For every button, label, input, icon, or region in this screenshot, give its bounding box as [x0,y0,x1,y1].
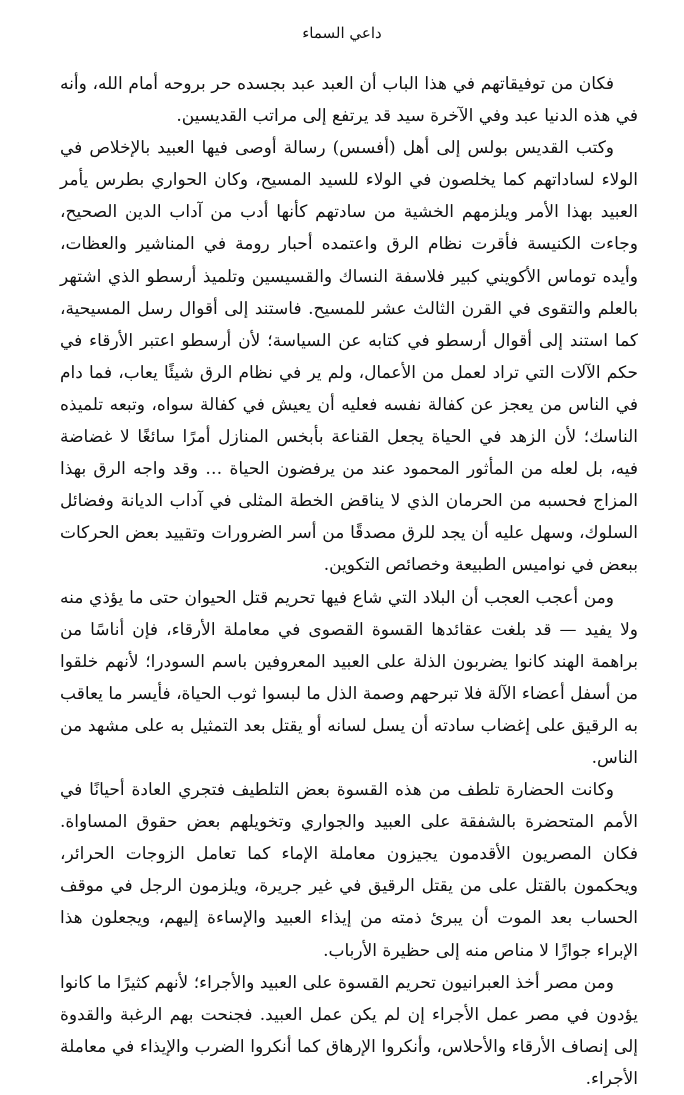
paragraph-2: وكتب القديس بولس إلى أهل (أفسس) رسالة أوصى فيها العبيد بالإخلاص في الولاء لساداتهم كما يخلصون في الولاء للسيد المسيح، وكان الحواري بطرس يأمر العبيد بهذا الأمر ويلزمهم الخشية من سادتهم كأنها أدب من آداب الدين الصحيح، وجاءت الكنيسة فأقرت نظام الرق واعتمده أحبار رومة في المناشير والعظات، وأيده توماس الأكويني كبير فلاسفة النساك والقسيسين وتلميذ أرسطو الذي اشتهر بالعلم والتقوى في القرن الثالث عشر للمسيح. فاستند إلى أقوال رسل المسيحية، كما استند إلى أقوال أرسطو في كتابه عن السياسة؛ لأن أرسطو اعتبر الأرقاء في حكم الآلات التي تراد لعمل من الأعمال، ولم ير في نظام الرق شيئًا يعاب، فما دام في الناس من يعجز عن كفالة نفسه فعليه أن يعيش في كفالة سواه، وتبعه تلميذه الناسك؛ لأن الزهد في الحياة يجعل القناعة بأبخس المنازل أمرًا سائغًا لا غضاضة فيه، بل لعله من المأثور المحمود عند من يرفضون الحياة … وقد واجه الرق بهذا المزاج فحسبه من الحرمان الذي لا يناقض الخطة المثلى في آداب الديانة وفضائل السلوك، وسهل عليه أن يجد للرق مصدقًا من أسر الضرورات وتقييد بعض الحركات ببعض في نواميس الطبيعة وخصائص التكوين. [60,138,638,576]
running-header: داعي السماء [302,24,382,42]
paragraph-3: ومن أعجب العجب أن البلاد التي شاع فيها تحريم قتل الحيوان حتى ما يؤذي منه ولا يفيد — قد بلغت عقائدها القسوة القصوى في معاملة الأرقاء، فإن أناسًا من براهمة الهند كانوا يضربون الذلة على العبيد المعروفين باسم السودرا؛ لأنهم خلقوا من أسفل أعضاء الآلة فلا تبرحهم وصمة الذل ما لبسوا ثوب الحياة، فأيسر ما يعاقب به الرقيق على إغضاب سادته أن يسل لسانه أو يقتل بعد التمثيل به على مشهد من الناس. [60,587,639,768]
paragraph-1: فكان من توفيقاتهم في هذا الباب أن العبد عبد بجسده حر بروحه أمام الله، وأنه في هذه الدنيا عبد وفي الآخرة سيد قد يرتفع إلى مراتب القديسين. [60,74,638,127]
body-text [60,68,638,1095]
paragraph-5: ومن مصر أخذ العبرانيون تحريم القسوة على العبيد والأجراء؛ لأنهم كثيرًا ما كانوا يؤدون في مصر عمل الأجراء إن لم يكن عمل العبيد. فجنحت بهم الرغبة والقدوة إلى إنصاف الأرقاء والأحلاس، وأنكروا الإرهاق كما أنكروا الضرب والإيذاء في معاملة الأجراء. [60,972,638,1089]
paragraph-4: وكانت الحضارة تلطف من هذه القسوة بعض التلطيف فتجري العادة أحيانًا في الأمم المتحضرة بالشفقة على العبيد والجواري وتخويلهم بعض حقوق المساواة. فكان المصريون الأقدمون يجيزون معاملة الإماء كما تعامل الزوجات الحرائر، ويحكمون بالقتل على من يقتل الرقيق في غير جريرة، ويلزمون الرجل في موقف الحساب بعد الموت أن يبرئ ذمته من إيذاء العبيد والإساءة إليهم، ويجعلون هذا الإبراء جوازًا لا مناص منه إلى حظيرة الأرباب. [60,780,638,961]
